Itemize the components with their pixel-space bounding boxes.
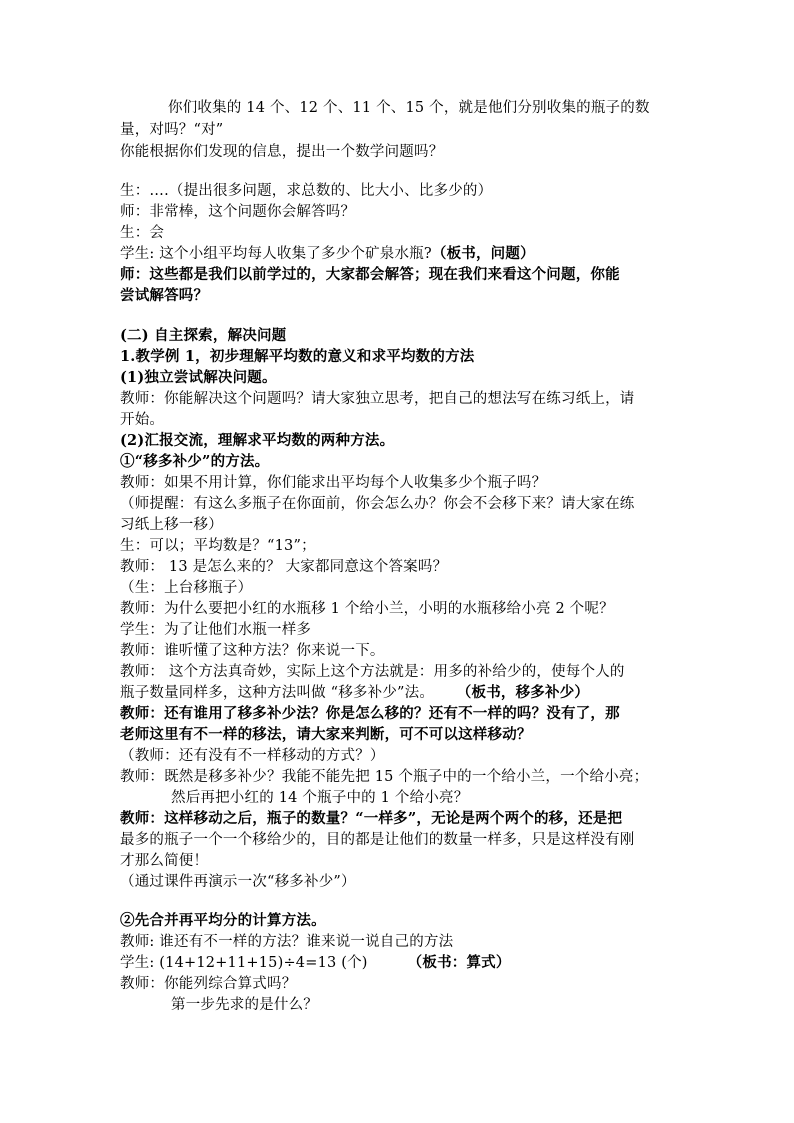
dialogue-line: 教师：为什么要把小红的水瓶移 1 个给小兰，小明的水瓶移给小亮 2 个呢？ [120,601,614,617]
dialogue-line: 习纸上移一移） [120,517,223,533]
dialogue-line: 生：可以；平均数是？“13”； [120,538,316,554]
dialogue-line: 教师：你能列综合算式吗？ [120,976,297,992]
dialogue-line: 教师：谁听懂了这种方法？你来说一下。 [120,643,385,659]
section-heading: (二) 自主探索，解决问题 [120,327,287,344]
dialogue-line: 教师：你能解决这个问题吗？请大家独立思考，把自己的想法写在练习纸上，请 [120,391,635,407]
dialogue-line: 最多的瓶子一个一个移给少的，目的都是让他们的数量一样多，只是这样没有刚 [120,832,635,848]
dialogue-line: （师提醒：有这么多瓶子在你面前，你会怎么办？你会不会移下来？请大家在练 [120,496,635,512]
paragraph-line: 你们收集的 14 个、12 个、11 个、15 个，就是他们分别收集的瓶子的数 [168,100,650,116]
dialogue-line: 老师这里有不一样的移法，请大家来判断，可不可以这样移动？ [120,726,532,743]
formula-text: 学生: (14+12+11+15)÷4=13 (个) [120,955,368,971]
subsection-heading: (2)汇报交流，理解求平均数的两种方法。 [120,432,395,449]
board-note: （板书，问题） [431,245,535,262]
dialogue-line: （教师：还有没有不一样移动的方式？） [120,748,385,764]
dialogue-line: 尝试解答吗？ [120,287,209,304]
subsection-heading: ②先合并再平均分的计算方法。 [120,912,326,929]
dialogue-text: 瓶子数量同样多，这种方法叫做 “移多补少”法。 [120,685,435,701]
dialogue-line: 生：会 [120,225,165,241]
dialogue-line: 师：这些都是我们以前学过的，大家都会解答；现在我们来看这个问题，你能 [120,266,620,283]
dialogue-line: 然后再把小红的 14 个瓶子中的 1 个给小亮？ [171,790,469,806]
dialogue-line: 教师： 13 是怎么来的？ 大家都同意这个答案吗？ [120,559,448,575]
dialogue-line: 师：非常棒，这个问题你会解答吗？ [120,204,356,220]
subsection-heading: ①“移多补少”的方法。 [120,453,270,470]
board-note: （板书，移多补少） [464,684,590,701]
dialogue-line: （生：上台移瓶子） [120,580,253,596]
dialogue-line: 生：….（提出很多问题，求总数的、比大小、比多少的） [120,183,493,199]
paragraph-line: 量，对吗？“对” [120,122,224,138]
dialogue-line: 教师：这样移动之后，瓶子的数量？“一样多”，无论是两个两个的移，还是把 [120,810,623,827]
dialogue-line: 教师：如果不用计算，你们能求出平均每个人收集多少个瓶子吗？ [120,475,547,491]
dialogue-line [120,243,680,265]
dialogue-line [120,682,680,704]
dialogue-line: 教师：既然是移多补少？我能不能先把 15 个瓶子中的一个给小兰，一个给小亮； [120,769,649,785]
dialogue-line: 学生：为了让他们水瓶一样多 [120,622,312,638]
section-heading: 1.教学例 1，初步理解平均数的意义和求平均数的方法 [120,348,475,365]
dialogue-line: （通过课件再演示一次“移多补少”） [120,874,356,890]
dialogue-line: 开始。 [120,412,165,428]
dialogue-line: 教师： 这个方法真奇妙，实际上这个方法就是：用多的补给少的，使每个人的 [120,664,625,680]
dialogue-line [120,952,680,974]
dialogue-line: 才那么简便！ [120,853,209,869]
subsection-heading: (1)独立尝试解决问题。 [120,369,277,386]
dialogue-line: 教师：还有谁用了移多补少法？你是怎么移的？还有不一样的吗？没有了，那 [120,705,620,722]
dialogue-line: 第一步先求的是什么？ [171,997,318,1013]
dialogue-line: 教师: 谁还有不一样的方法？谁来说一说自己的方法 [120,934,454,950]
board-note: （板书：算式） [407,954,511,971]
dialogue-text: 学生: 这个小组平均每人收集了多少个矿泉水瓶? [120,246,432,262]
paragraph-line: 你能根据你们发现的信息，提出一个数学问题吗？ [120,144,444,160]
